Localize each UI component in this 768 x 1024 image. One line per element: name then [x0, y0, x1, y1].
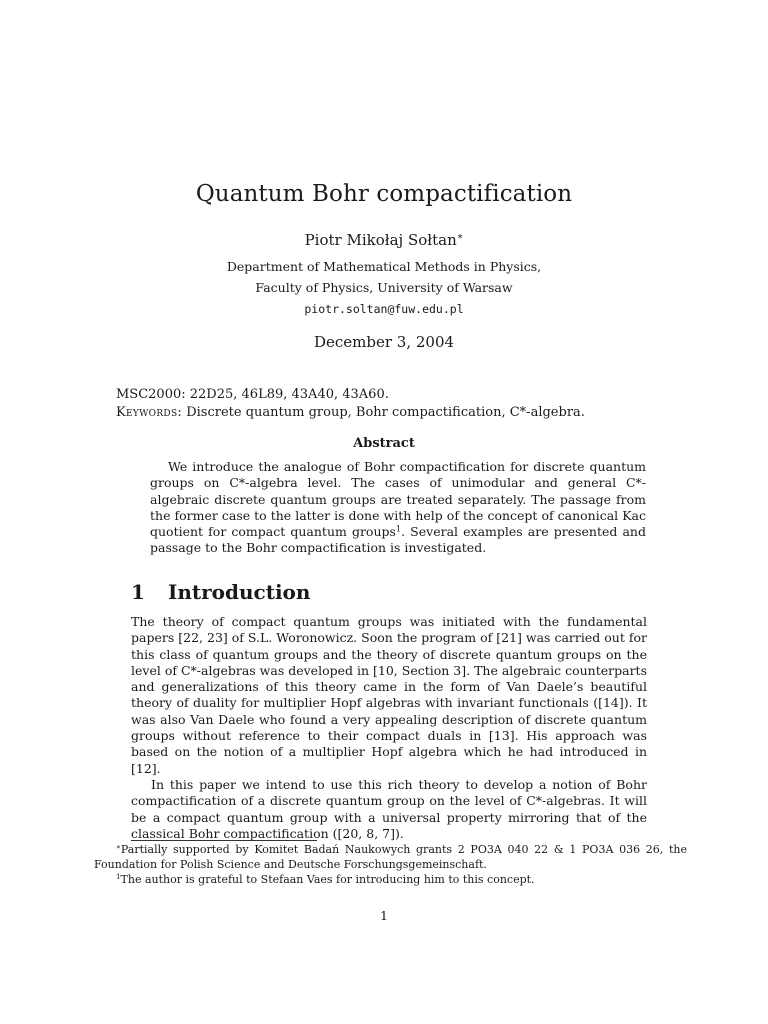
abstract-paragraph [150, 459, 646, 557]
paper-title: Quantum Bohr compactification [195, 181, 573, 207]
footnote-ack-text: The author is grateful to Stefaan Vaes for introducing him to this concept. [120, 873, 535, 886]
footnote-mark-funding: ∗ [116, 842, 121, 852]
paper-date: December 3, 2004 [313, 333, 455, 351]
section-title: Introduction [168, 580, 311, 604]
abstract-heading: Abstract [353, 436, 415, 451]
footnote-divider [131, 840, 317, 841]
footnote-funding [94, 842, 687, 872]
affiliation-faculty: Faculty of Physics, University of Warsaw [255, 280, 513, 295]
abstract-text-2: . Several examples are presented and passage to the Bohr compactification is investigated. [150, 524, 646, 556]
footnotes [94, 842, 687, 887]
keywords-label: Keywords: [116, 405, 183, 420]
section-heading [131, 580, 310, 604]
affiliation-department: Department of Mathematical Methods in Physics, [226, 259, 542, 274]
msc-classification: MSC2000: 22D25, 46L89, 43A40, 43A60. [116, 387, 389, 402]
keywords-line [116, 405, 656, 420]
intro-paragraph-1: The theory of compact quantum groups was initiated with the fundamental papers [22, 23] of S.L. Woronowicz. Soon the program of [21] was carried out for this class of quantum groups and the theory of discrete quantum groups on the level of C*-algebras was developed in [10, Section 3]. The algebraic counterparts and generalizations of this theory came in the form of Van Daele’s beautiful theory of duality for multiplier Hopf algebras with invariant functionals ([14]). It was also Van Daele who found a very appealing description of discrete quantum groups without reference to their compact duals in [13]. His approach was based on the notion of a multiplier Hopf algebra which he had introduced in [12]. [131, 614, 647, 776]
author-line [0, 231, 768, 249]
footnote-acknowledgement [94, 872, 687, 887]
keywords-text: Discrete quantum group, Bohr compactification, C*-algebra. [182, 405, 585, 420]
abstract-text-1: We introduce the analogue of Bohr compactification for discrete quantum groups on C*-algebra level. The cases of unimodular and general C*-algebraic discrete quantum groups are treated separately. The passage from the former case to the latter is done with help of the concept of canonical Kac quotient for compact quantum groups [150, 459, 646, 540]
intro-paragraph-2: In this paper we intend to use this rich theory to develop a notion of Bohr compactification of a discrete quantum group on the level of C*-algebras. It will be a compact quantum group with a universal property mirroring that of the classical Bohr compactification ([20, 8, 7]). [131, 776, 647, 841]
author-footnote-mark: ∗ [456, 231, 464, 243]
abstract-footnote-mark: 1 [395, 523, 402, 534]
section-number: 1 [131, 580, 145, 604]
author-email: piotr.soltan@fuw.edu.pl [304, 302, 464, 316]
abstract-body [150, 459, 646, 557]
footnote-funding-text: Partially supported by Komitet Badań Naukowych grants 2 PO3A 040 22 & 1 PO3A 036 26, the Foundation for Polish Science and Deutsche Forschungsgemeinschaft. [94, 843, 687, 871]
author-name: Piotr Mikołaj Sołtan [304, 231, 457, 249]
section-body [131, 614, 647, 842]
page-number: 1 [380, 908, 388, 923]
footnote-mark-ack: 1 [116, 872, 121, 882]
